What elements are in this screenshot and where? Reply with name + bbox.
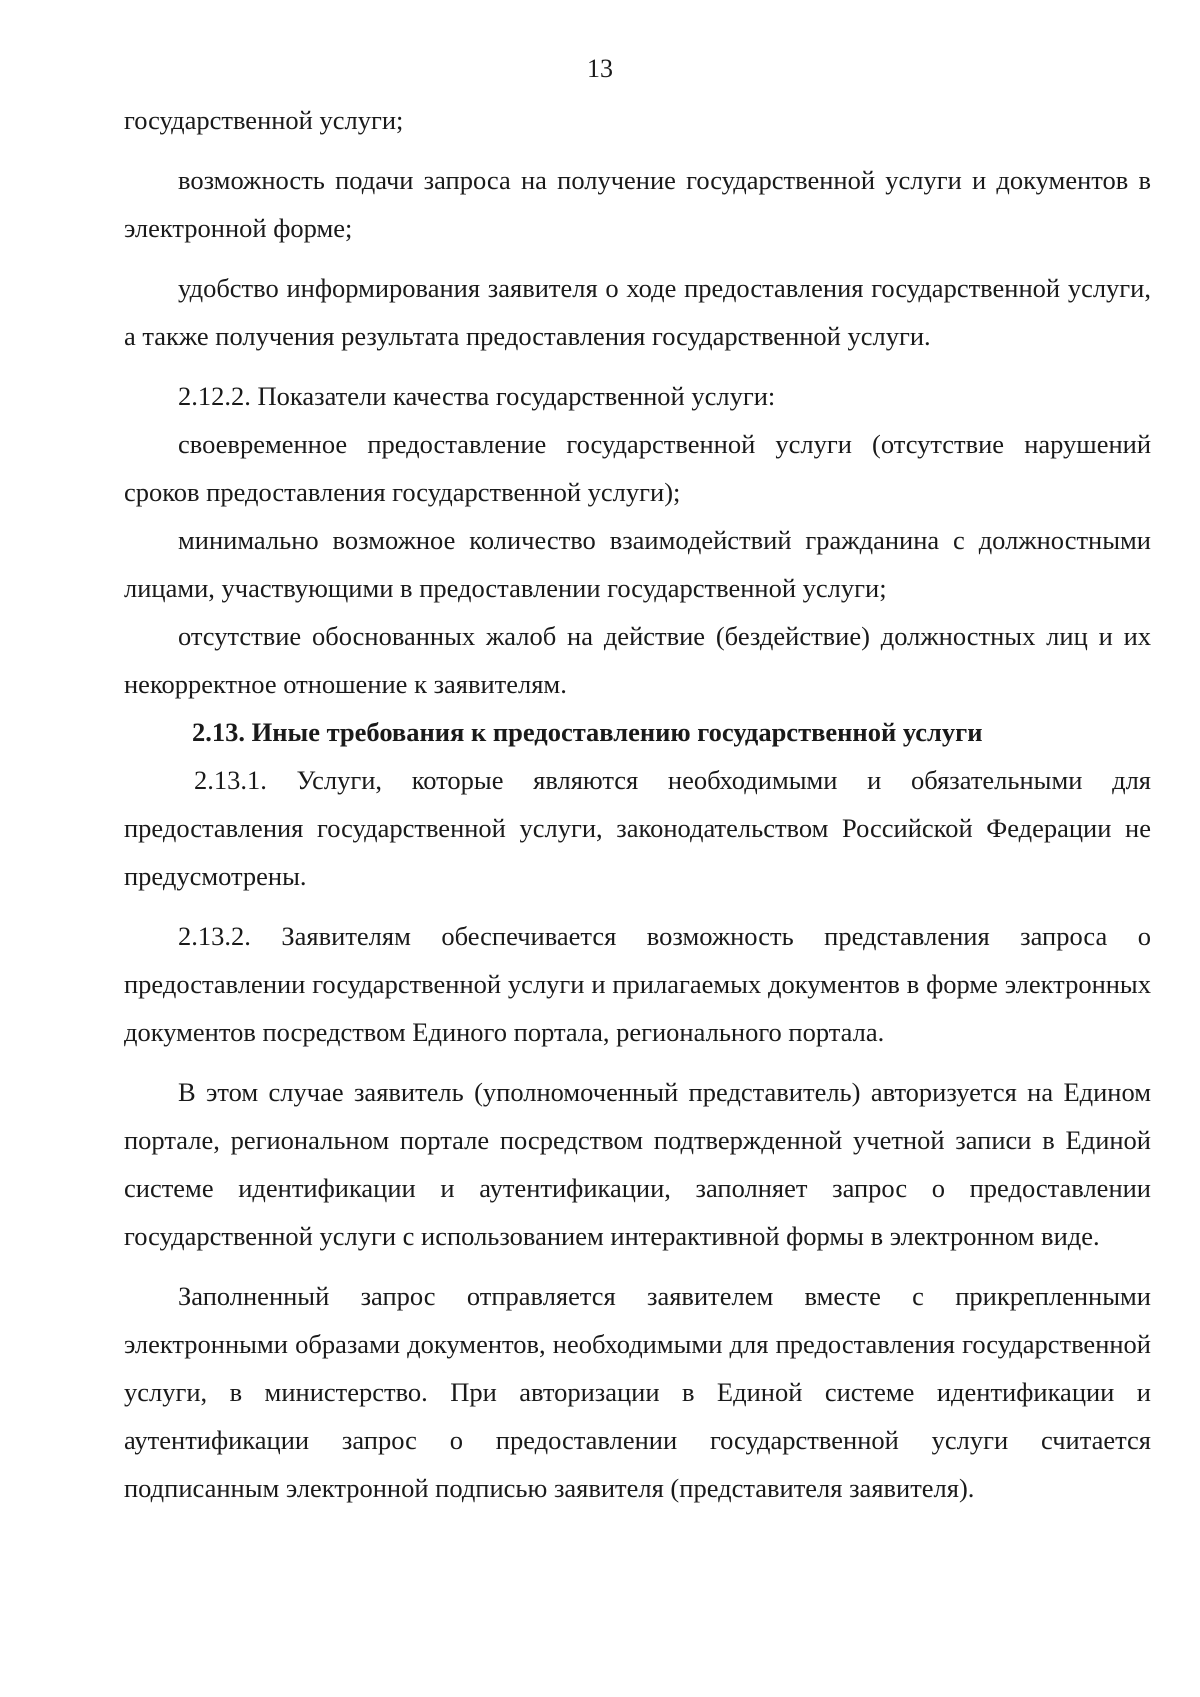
paragraph: 2.13.1. Услуги, которые являются необходимыми и обязательными для предоставления государственной услуги, законодательством Российской Федерации не предусмотрены. [124,765,1151,891]
paragraph: возможность подачи запроса на получение государственной услуги и документов в электронной форме; [124,165,1151,243]
paragraph: отсутствие обоснованных жалоб на действие (бездействие) должностных лиц и их некорректное отношение к заявителям. [124,621,1151,699]
paragraph: В этом случае заявитель (уполномоченный представитель) авторизуется на Едином портале, региональном портале посредством подтвержденной учетной записи в Единой системе идентификации и аутентификации, заполняет запрос о предоставлении государственной услуги с использованием интерактивной формы в электронном виде. [124,1077,1151,1251]
paragraph: 2.12.2. Показатели качества государственной услуги: [178,381,776,411]
paragraph: своевременное предоставление государственной услуги (отсутствие нарушений сроков предоставления государственной услуги); [124,429,1151,507]
paragraph: государственной услуги; [124,105,404,135]
paragraph: минимально возможное количество взаимодействий гражданина с должностными лицами, участвующими в предоставлении государственной услуги; [124,525,1151,603]
paragraph: удобство информирования заявителя о ходе предоставления государственной услуги, а также получения результата предоставления государственной услуги. [124,273,1151,351]
paragraph: 2.13.2. Заявителям обеспечивается возможность представления запроса о предоставлении государственной услуги и прилагаемых документов в форме электронных документов посредством Единого портала, регионального портала. [124,921,1151,1047]
page-number: 13 [587,54,613,83]
document-body [124,96,1151,1512]
paragraph: Заполненный запрос отправляется заявителем вместе с прикрепленными электронными образами документов, необходимыми для предоставления государственной услуги, в министерство. При авторизации в Единой системе идентификации и аутентификации запрос о предоставлении государственной услуги считается подписанным электронной подписью заявителя (представителя заявителя). [124,1281,1151,1503]
section-heading: 2.13. Иные требования к предоставлению государственной услуги [192,717,983,747]
